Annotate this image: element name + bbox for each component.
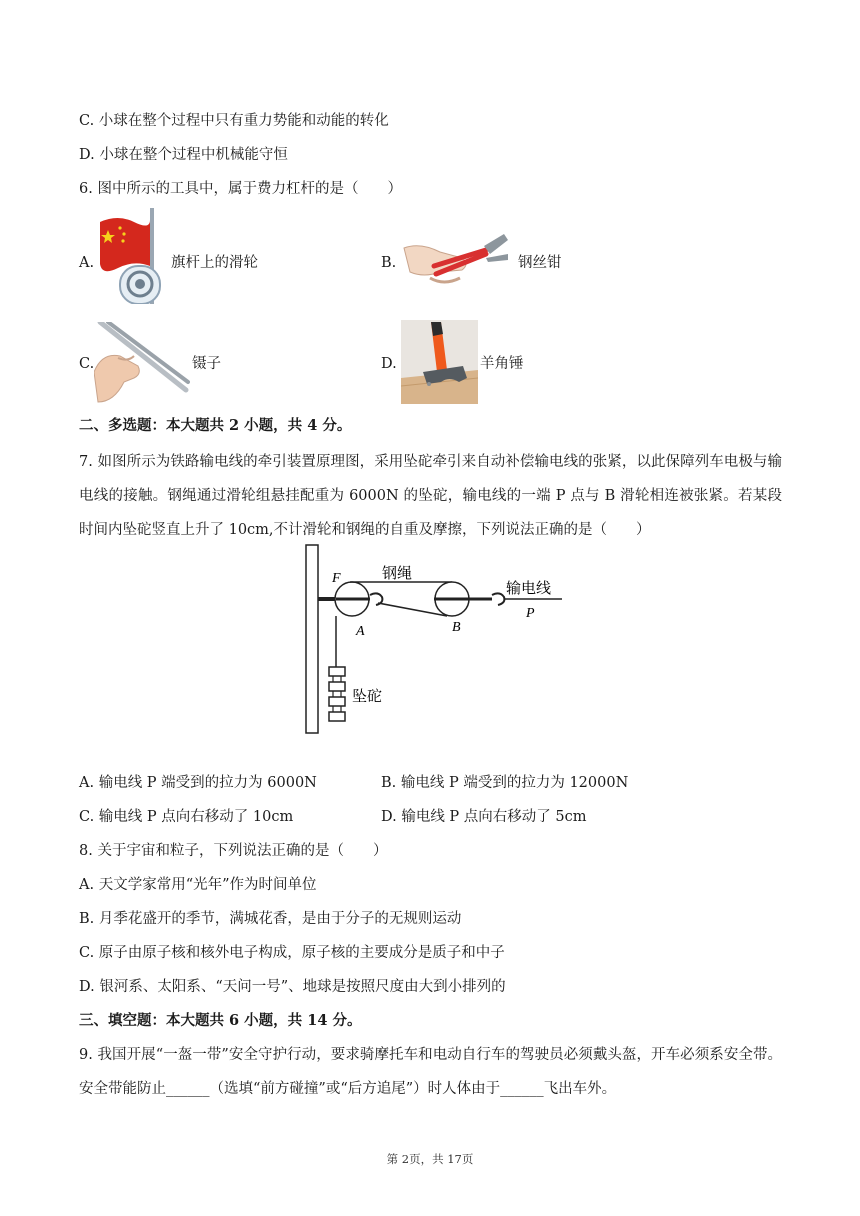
- label-b: B: [452, 620, 461, 635]
- q9-stem: 9. 我国开展“一盔一带”安全守护行动，要求骑摩托车和电动自行车的驾驶员必须戴头盔，开车必须系安全带。安全带能防止______（选填“前方碰撞”或“后方追尾”）时人体由于______飞出车外。: [79, 1047, 782, 1097]
- q5-option-d: D. 小球在整个过程中机械能守恒: [79, 147, 288, 163]
- label-a: A: [356, 624, 365, 639]
- q8-option-c: C. 原子由原子核和核外电子构成，原子核的主要成分是质子和中子: [79, 945, 505, 961]
- claw-hammer-photo: [401, 320, 478, 404]
- label-rope: 钢绳: [382, 564, 413, 582]
- label-f: F: [332, 571, 341, 586]
- wire-pliers-photo: [400, 228, 512, 292]
- q6-stem: 6. 图中所示的工具中，属于费力杠杆的是（ ）: [79, 181, 402, 197]
- section-multiple-choice-heading: 二、多选题：本大题共 2 小题，共 4 分。: [79, 417, 352, 434]
- q8-option-a: A. 天文学家常用“光年”作为时间单位: [79, 877, 317, 893]
- tweezers-photo: [94, 322, 190, 404]
- q6-option-b-label: 钢丝钳: [518, 255, 562, 271]
- q8-stem: 8. 关于宇宙和粒子，下列说法正确的是（ ）: [79, 843, 388, 859]
- wall-pole: [306, 545, 318, 733]
- q7-option-c: C. 输电线 P 点向右移动了 10cm: [79, 809, 294, 825]
- page-footer: 第 2页，共 17页: [386, 1152, 474, 1166]
- q7-option-a: A. 输电线 P 端受到的拉力为 6000N: [79, 775, 317, 791]
- label-p: P: [526, 606, 535, 621]
- q7-pulley-diagram: [300, 543, 564, 739]
- q6-option-d-label: 羊角锤: [480, 356, 524, 372]
- q6-option-c-letter: C.: [79, 356, 95, 372]
- q7-stem: 7. 如图所示为铁路输电线的牵引装置原理图，采用坠砣牵引来自动补偿输电线的张紧，以此保障列车电极与输电线的接触。钢绳通过滑轮组悬挂配重为 6000N 的坠砣，输电线的一端 P 点与 B 滑轮相连被张紧。若某段时间内坠砣竖直上升了 10cm,不计滑轮和钢绳的自重及摩擦，下列说法正确的是（ ）: [79, 454, 782, 538]
- label-power-line: 输电线: [506, 579, 552, 597]
- label-weight: 坠砣: [352, 687, 383, 705]
- q6-option-d-letter: D.: [381, 356, 397, 372]
- weight-block: [329, 667, 345, 676]
- q5-option-c: C. 小球在整个过程中只有重力势能和动能的转化: [79, 113, 389, 129]
- flagpole-pulley-photo: [98, 208, 168, 304]
- q6-option-a-letter: A.: [79, 255, 95, 271]
- weight-block: [329, 682, 345, 691]
- q7-option-b: B. 输电线 P 端受到的拉力为 12000N: [381, 775, 629, 791]
- weight-block: [329, 712, 345, 721]
- q6-option-a-label: 旗杆上的滑轮: [171, 255, 258, 271]
- q8-option-b: B. 月季花盛开的季节，满城花香，是由于分子的无规则运动: [79, 911, 462, 927]
- q6-option-c-label: 镊子: [192, 356, 221, 372]
- q7-option-d: D. 输电线 P 点向右移动了 5cm: [381, 809, 587, 825]
- weight-block: [329, 697, 345, 706]
- section-fill-in-heading: 三、填空题：本大题共 6 小题，共 14 分。: [79, 1012, 362, 1029]
- q6-option-b-letter: B.: [381, 255, 397, 271]
- q8-option-d: D. 银河系、太阳系、“天问一号”、地球是按照尺度由大到小排列的: [79, 979, 506, 995]
